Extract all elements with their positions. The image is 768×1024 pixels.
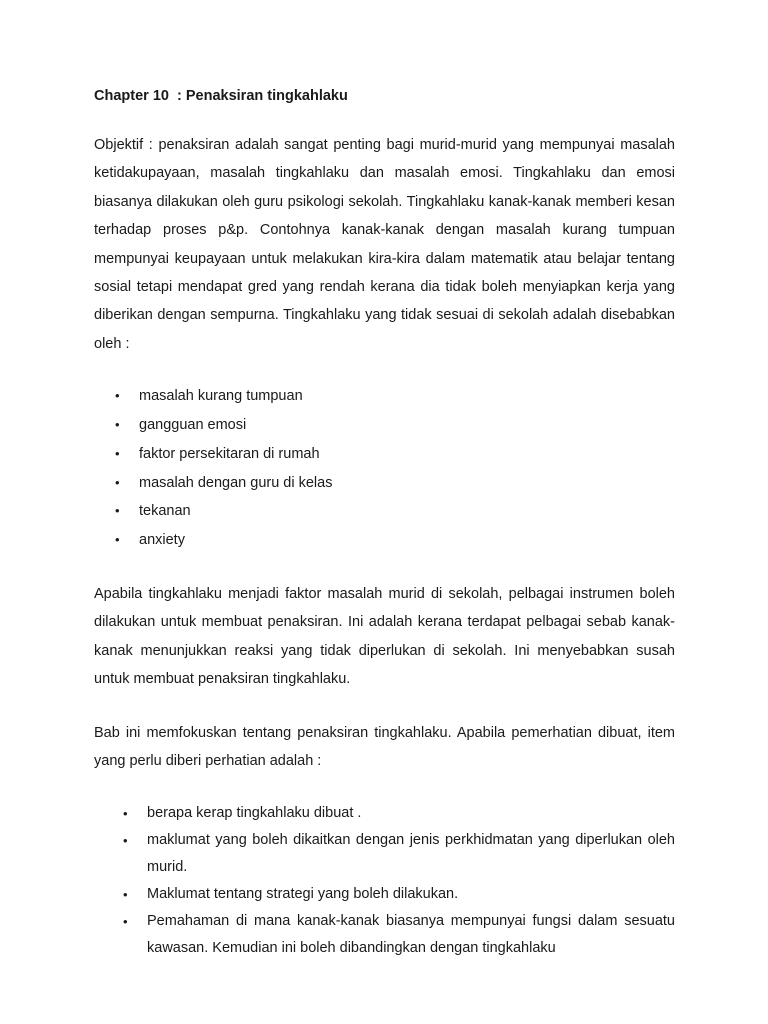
- bullet-icon: •: [123, 887, 128, 903]
- bullet-icon: •: [115, 474, 120, 490]
- list-item-text: maklumat yang boleh dikaitkan dengan jenis perkhidmatan yang diperlukan oleh murid.: [147, 832, 675, 876]
- list-item: [94, 497, 675, 526]
- causes-list: [94, 382, 675, 555]
- list-item-text: masalah dengan guru di kelas: [139, 474, 333, 491]
- bullet-icon: •: [115, 503, 120, 519]
- list-item-text: tekanan: [139, 503, 191, 520]
- list-item: [94, 526, 675, 555]
- paragraph-instruments: Apabila tingkahlaku menjadi faktor masalah murid di sekolah, pelbagai instrumen boleh dilakukan untuk membuat penaksiran. Ini adalah kerana terdapat pelbagai sebab kanak-kanak menunjukkan reaksi yang tidak diperlukan di sekolah. Ini menyebabkan susah untuk membuat penaksiran tingkahlaku.: [94, 586, 675, 688]
- list-item: [94, 469, 675, 498]
- paragraph-objective: Objektif : penaksiran adalah sangat penting bagi murid-murid yang mempunyai masalah ketidakupayaan, masalah tingkahlaku dan masalah emosi. Tingkahlaku dan emosi biasanya dilakukan oleh guru psikologi sekolah. Tingkahlaku kanak-kanak memberi kesan terhadap proses p&p. Contohnya kanak-kanak dengan masalah kurang tumpuan mempunyai keupayaan untuk melakukan kira-kira dalam matematik atau belajar tentang sosial tetapi mendapat gred yang rendah kerana dia tidak boleh menyiapkan kerja yang diberikan dengan sempurna. Tingkahlaku yang tidak sesuai di sekolah adalah disebabkan oleh :: [94, 137, 675, 352]
- bullet-icon: •: [115, 445, 120, 461]
- list-item: [94, 800, 675, 827]
- list-item-text: faktor persekitaran di rumah: [139, 445, 320, 462]
- bullet-icon: •: [123, 914, 128, 930]
- observation-items-list: [94, 800, 675, 962]
- paragraph-focus: Bab ini memfokuskan tentang penaksiran tingkahlaku. Apabila pemerhatian dibuat, item yang perlu diberi perhatian adalah :: [94, 724, 675, 770]
- list-item-text: masalah kurang tumpuan: [139, 388, 303, 405]
- bullet-icon: •: [115, 388, 120, 404]
- document-page: [94, 84, 675, 962]
- list-item: [94, 411, 675, 440]
- list-item: [94, 881, 675, 908]
- bullet-icon: •: [115, 532, 120, 548]
- chapter-title: Chapter 10 : Penaksiran tingkahlaku: [94, 88, 348, 104]
- bullet-icon: •: [123, 806, 128, 822]
- bullet-icon: •: [123, 833, 128, 849]
- list-item-text: gangguan emosi: [139, 417, 247, 434]
- list-item: [94, 908, 675, 962]
- list-item: [94, 440, 675, 469]
- list-item-text: Pemahaman di mana kanak-kanak biasanya mempunyai fungsi dalam sesuatu kawasan. Kemudian ini boleh dibandingkan dengan tingkahlaku: [147, 913, 675, 957]
- bullet-icon: •: [115, 417, 120, 433]
- list-item: [94, 827, 675, 881]
- list-item-text: Maklumat tentang strategi yang boleh dilakukan.: [147, 886, 459, 903]
- list-item-text: berapa kerap tingkahlaku dibuat .: [147, 805, 362, 822]
- list-item-text: anxiety: [139, 532, 185, 549]
- list-item: [94, 382, 675, 411]
